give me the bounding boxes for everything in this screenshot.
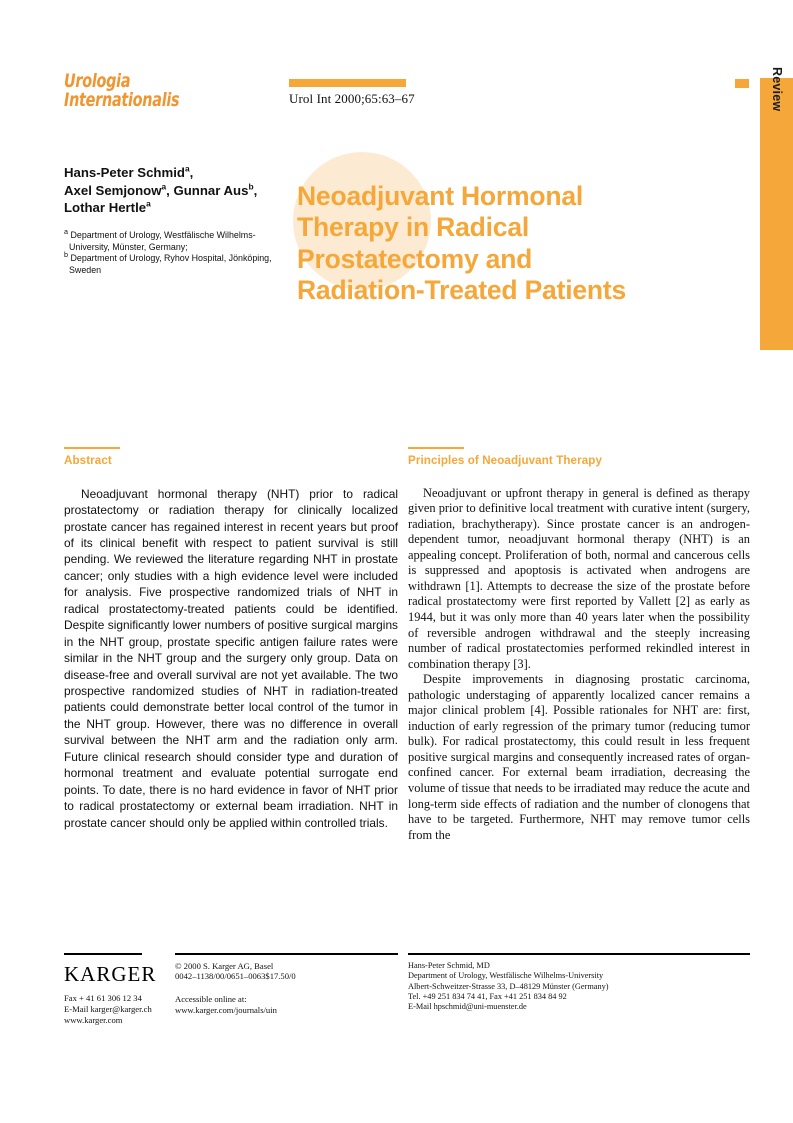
abstract-text: Neoadjuvant hormonal therapy (NHT) prior to radical prostatectomy or radiation therapy for clinically localized prostate cancer has regained interest in recent years but proof of its clinical benefit with respect to patient survival is still pending. We reviewed the literature regarding NHT in prostate cancer; only studies with a high evidence level were included for analysis. Five prospective randomized trials of NHT in radical prostatectomy-treated patients could be identified. Despite significantly lower numbers of positive surgical margins in the NHT group, prostate specific antigen failure rates were similar in the NHT group and the surgery only group. Data on disease-free and overall survival are not yet available. The two prospective randomized studies of NHT in radiation-treated patients could demonstrate better local control of the tumor in the NHT group. However, there was no difference in overall survival between the NHT arm and the radiation only arm. Future clinical research should consider type and duration of hormonal treatment and evaluate potential surrogate end points. To date, there is no hard evidence in favor of NHT prior to radical prostatectomy or external beam irradiation. NHT in prostate cancer should only be applied within controlled trials. — [64, 486, 398, 830]
journal-logo-line1: Urologia — [64, 70, 131, 92]
page-title — [297, 181, 717, 307]
section-heading: Principles of Neoadjuvant Therapy — [408, 453, 602, 467]
section-paragraph: Despite improvements in diagnosing prostatic carcinoma, pathologic understaging of apparently localized cancer remains a major clinical problem [4]. Possible rationales for NHT are: first, induction of early regression of the primary tumor (reducing tumor bulk). For radical prostatectomy, this could result in less frequent positive surgical margins and consequently increased rates of organ-confined cancer. For external beam irradiation, decreasing the volume of tissue that needs to be irradiated may reduce the acute and long-term side effects of radiation and the number of clonogens that have to be targeted. Furthermore, NHT may remove tumor cells from the — [408, 672, 750, 842]
page-title-line-1: Neoadjuvant Hormonal — [297, 180, 584, 211]
page-title-line-2: Therapy in Radical — [297, 212, 530, 243]
author-affiliation-mark: a — [184, 163, 190, 174]
section-paragraph: Neoadjuvant or upfront therapy in general is defined as therapy given prior to definitive local treatment with curative intent (surgery, radiation, brachytherapy). Since prostate cancer is an androgen-dependent tumor, neoadjuvant hormonal therapy (NHT) is an appealing concept. Proliferation of both, normal and cancerous cells is suppressed and apoptosis is activated when androgens are withdrawn [1]. Attempts to decrease the size of the prostate before radical prostatectomy were first reported by Vallett [2] as early as 1944, but it was only more than 40 years later when the possibility of reversible androgen withdrawal and the steeply increasing number of radical prostatectomies performed rekindled interest in combination therapy [3]. — [408, 485, 750, 671]
author-affiliation-mark: b — [248, 181, 254, 192]
copyright-line: © 2000 S. Karger AG, Basel — [175, 961, 274, 971]
author-affiliation-mark: a — [161, 181, 167, 192]
affiliation-text: Department of Urology, Westfälische Wilhelms-University, Münster, Germany; — [69, 230, 256, 252]
online-access-block — [175, 994, 395, 1017]
citation-rule — [289, 79, 406, 87]
affiliation-mark: a — [64, 227, 68, 237]
correspondence-email[interactable]: E-Mail hpschmid@uni-muenster.de — [408, 1002, 527, 1012]
affiliation-text: Department of Urology, Ryhov Hospital, Jönköping, Sweden — [69, 253, 272, 275]
author-name-2: Axel Semjonow — [64, 182, 162, 198]
author-line-2 — [64, 182, 284, 200]
author-name-1: Hans-Peter Schmid — [64, 165, 185, 180]
abstract-heading-rule — [64, 447, 120, 449]
correspondence-phone: Tel. +49 251 834 74 41, Fax +41 251 834 84 92 — [408, 991, 567, 1001]
publisher-website[interactable]: www.karger.com — [64, 1014, 123, 1025]
publisher-email: E-Mail karger@karger.ch — [64, 1003, 152, 1014]
author-affiliation-mark: a — [146, 198, 151, 209]
author-line-1 — [64, 164, 284, 182]
page-title-line-3: Prostatectomy and — [297, 243, 533, 274]
article-type-tab — [760, 67, 793, 350]
publisher-logo: KARGER — [64, 962, 157, 986]
author-line-3 — [64, 199, 284, 217]
page-title-line-4: Radiation-Treated Patients — [297, 275, 627, 306]
affiliation-item — [64, 250, 280, 276]
section-column — [408, 447, 750, 843]
article-type-tab-label: Review — [770, 67, 784, 112]
section-heading-rule — [408, 447, 464, 449]
publisher-fax: Fax + 41 61 306 12 34 — [64, 993, 142, 1003]
correspondence-department: Department of Urology, Westfälische Wilhelms-University — [408, 971, 604, 981]
author-name-3: , Gunnar Aus — [166, 182, 249, 198]
abstract-heading: Abstract — [64, 453, 112, 467]
accent-rule-stub — [735, 79, 749, 88]
affiliation-item — [64, 227, 280, 253]
issn-line: 0042–1138/00/0651–0063$17.50/0 — [175, 971, 296, 982]
journal-logo-line2: Internationalis — [64, 89, 180, 111]
footer-divider-left — [64, 953, 142, 955]
affiliation-mark: b — [64, 250, 68, 260]
correspondence-block — [408, 961, 753, 1012]
affiliation-list — [64, 227, 280, 276]
correspondence-address: Albert-Schweitzer-Strasse 33, D–48129 Münster (Germany) — [408, 981, 609, 991]
author-separator: , — [189, 165, 194, 180]
journal-logo — [64, 72, 207, 110]
abstract-column — [64, 447, 398, 831]
footer-divider-right — [408, 953, 750, 955]
correspondence-name: Hans-Peter Schmid, MD — [408, 961, 490, 970]
online-access-label: Accessible online at: — [175, 994, 247, 1004]
footer-divider-center — [175, 953, 398, 955]
online-access-url[interactable]: www.karger.com/journals/uin — [175, 1005, 277, 1016]
copyright-block — [175, 961, 395, 982]
author-list — [64, 164, 284, 217]
citation-line: Urol Int 2000;65:63–67 — [289, 91, 415, 106]
author-name-4: Lothar Hertle — [64, 200, 147, 215]
author-separator: , — [253, 182, 258, 198]
